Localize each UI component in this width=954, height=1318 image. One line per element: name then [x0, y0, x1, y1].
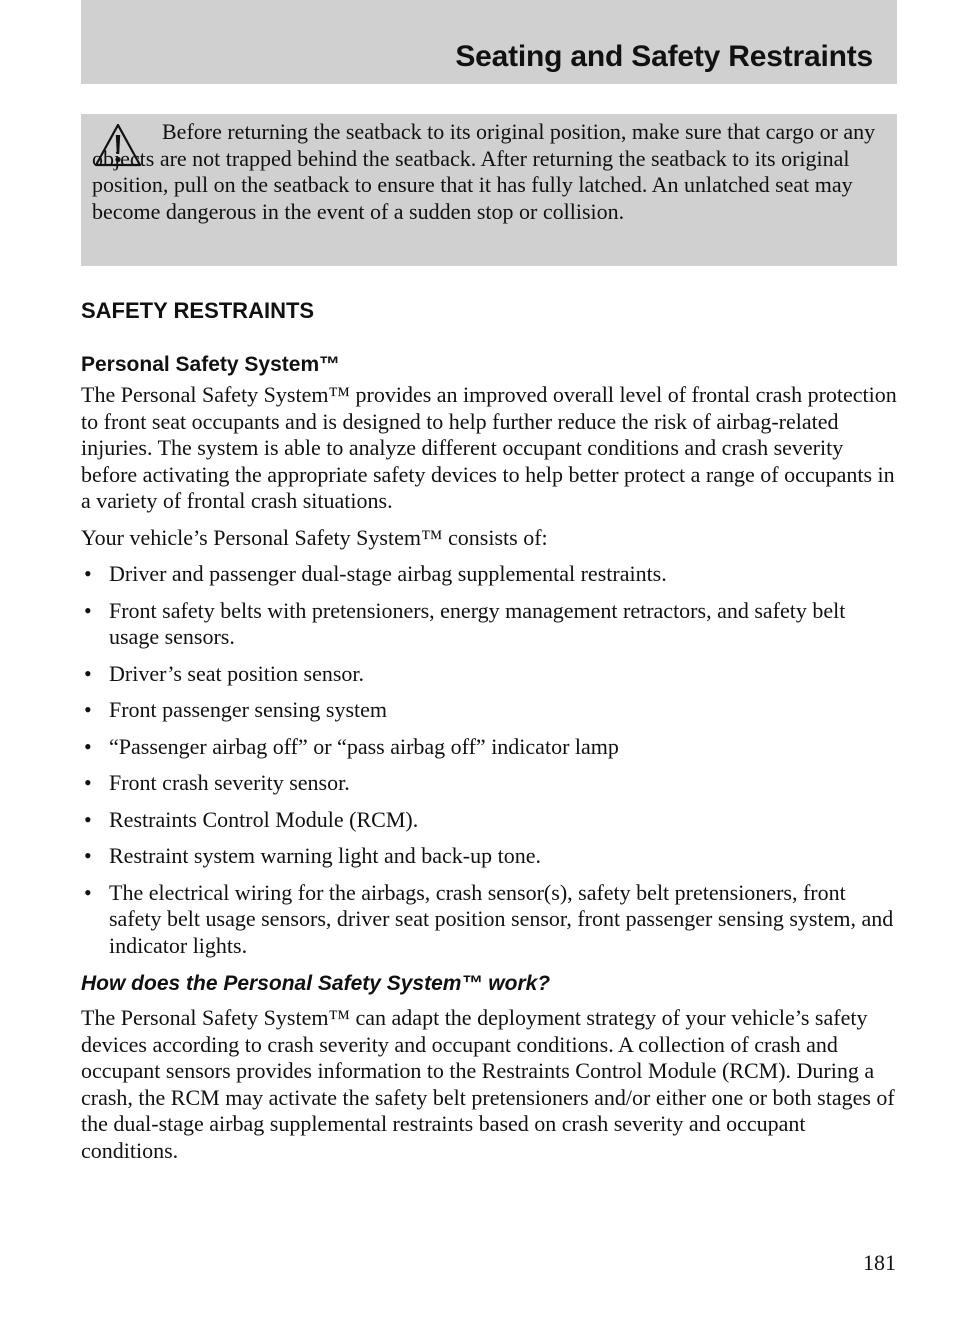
- main-content: [81, 296, 899, 1174]
- list-item: • Driver and passenger dual-stage airbag supplemental restraints.: [84, 561, 667, 586]
- bullet-icon: •: [84, 733, 92, 759]
- consists-of-paragraph: Your vehicle’s Personal Safety System™ consists of:: [81, 524, 548, 550]
- warning-box: [81, 114, 897, 266]
- bullet-icon: •: [84, 879, 92, 905]
- page-title: Seating and Safety Restraints: [455, 40, 873, 73]
- list-item: • Front safety belts with pretensioners, energy management retractors, and safety belt usage sensors.: [84, 597, 846, 649]
- section-heading: SAFETY RESTRAINTS: [81, 298, 315, 323]
- list-item: • Restraints Control Module (RCM).: [84, 806, 419, 832]
- list-item: • Front crash severity sensor.: [84, 770, 350, 795]
- bullet-icon: •: [84, 806, 92, 832]
- page-number: 181: [863, 1250, 896, 1275]
- components-list: [81, 561, 899, 959]
- bullet-icon: •: [84, 660, 92, 686]
- bullet-icon: •: [84, 843, 92, 868]
- list-item: • Driver’s seat position sensor.: [84, 660, 365, 686]
- how-it-works-heading: How does the Personal Safety System™ work?: [81, 972, 551, 995]
- how-it-works-paragraph: The Personal Safety System™ can adapt the deployment strategy of your vehicle’s safety devices according to crash severity and occupant conditions. A collection of crash and occupant sensors provides information to the Restraints Control Module (RCM). During a crash, the RCM may activate the safety belt pretensioners and/or either one or both stages of the dual-stage airbag supplemental restraints based on crash severity and occupant conditions.: [81, 1005, 895, 1163]
- bullet-icon: •: [84, 770, 92, 795]
- list-item: • The electrical wiring for the airbags, crash sensor(s), safety belt pretensioners, front safety belt usage sensors, driver seat position sensor, front passenger sensing system, and indicator lights.: [84, 879, 894, 958]
- list-item: • Front passenger sensing system: [84, 697, 388, 722]
- list-item: • “Passenger airbag off” or “pass airbag off” indicator lamp: [84, 733, 619, 759]
- intro-paragraph: The Personal Safety System™ provides an improved overall level of frontal crash protection to front seat occupants and is designed to help further reduce the risk of airbag-related injuries. The system is able to analyze different occupant conditions and crash severity before activating the appropriate safety devices to help better protect a range of occupants in a variety of frontal crash situations.: [81, 382, 897, 513]
- page-header: [81, 0, 897, 84]
- bullet-icon: •: [84, 697, 92, 722]
- subsection-heading: Personal Safety System™: [81, 353, 341, 376]
- bullet-icon: •: [84, 561, 92, 586]
- bullet-icon: •: [84, 597, 92, 623]
- list-item: • Restraint system warning light and back-up tone.: [84, 843, 541, 868]
- warning-text: Before returning the seatback to its original position, make sure that cargo or any objects are not trapped behind the seatback. After returning the seatback to its original position, pull on the seatback to ensure that it has fully latched. An unlatched seat may become dangerous in the event of a sudden stop or collision.: [92, 119, 876, 224]
